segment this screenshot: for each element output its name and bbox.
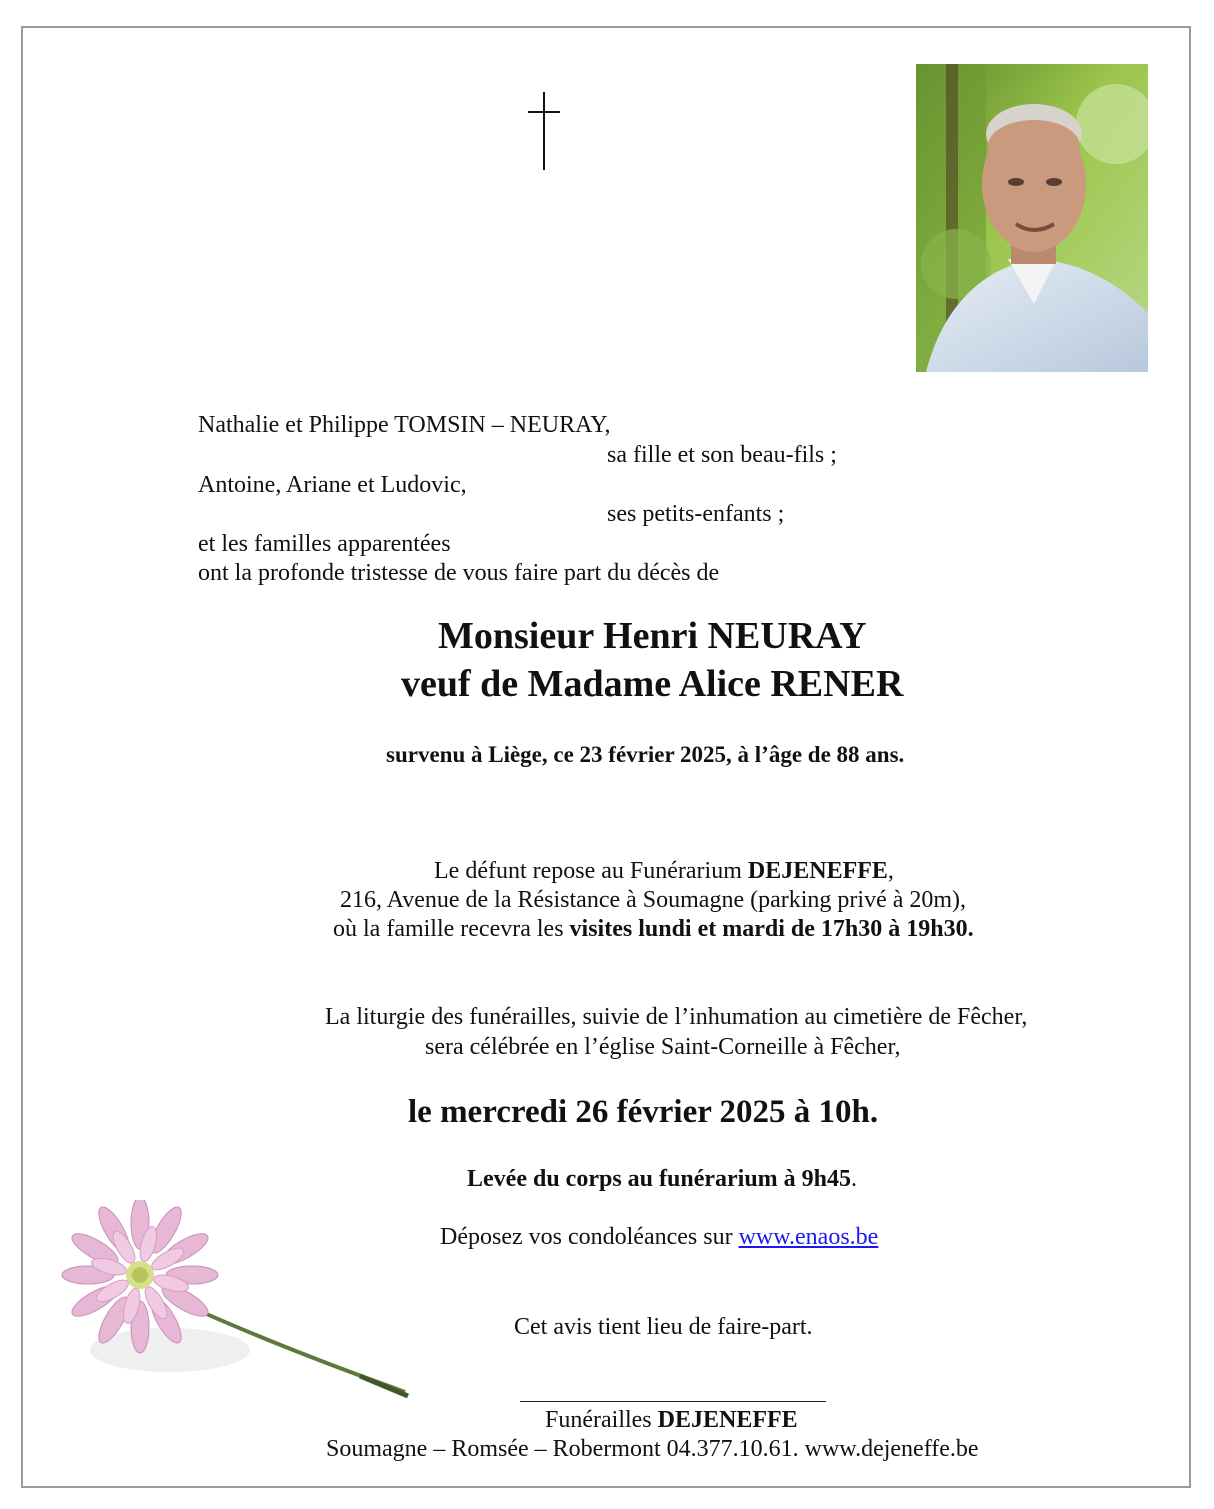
families-line: et les familles apparentées	[198, 531, 451, 557]
visitation-hours: visites lundi et mardi de 17h30 à 19h30.	[569, 916, 974, 942]
levee-line	[467, 1165, 857, 1193]
funeral-home-name: DEJENEFFE	[747, 858, 888, 884]
visitation-line-1	[434, 857, 894, 885]
cross-icon	[526, 92, 562, 170]
pink-flower-image	[60, 1200, 420, 1430]
funeral-liturgy-line: La liturgie des funérailles, suivie de l’inhumation au cimetière de Fêcher,	[325, 1004, 1028, 1030]
levee-text: Levée du corps au funérarium à 9h45	[467, 1166, 851, 1192]
family-daughter-name: Nathalie et Philippe TOMSIN – NEURAY,	[198, 412, 611, 438]
family-daughter-relation: sa fille et son beau-fils ;	[607, 442, 837, 468]
funeral-date: le mercredi 26 février 2025 à 10h.	[408, 1094, 879, 1130]
visitation-line-1-suffix: ,	[887, 858, 894, 884]
portrait-photo	[916, 64, 1148, 372]
deceased-name: Monsieur Henri NEURAY	[438, 615, 867, 657]
widower-of: veuf de Madame Alice RENER	[401, 663, 904, 705]
visitation-address: 216, Avenue de la Résistance à Soumagne (parking privé à 20m),	[340, 887, 967, 913]
footer-contact: Soumagne – Romsée – Robermont 04.377.10.61. www.dejeneffe.be	[326, 1436, 979, 1462]
funeral-church-line: sera célébrée en l’église Saint-Corneille à Fêcher,	[425, 1034, 901, 1060]
announcement-line: ont la profonde tristesse de vous faire part du décès de	[198, 560, 720, 586]
footer-company-prefix: Funérailles	[545, 1407, 658, 1433]
levee-suffix: .	[851, 1166, 857, 1192]
condolences-link[interactable]: www.enaos.be	[738, 1224, 879, 1250]
faire-part-line: Cet avis tient lieu de faire-part.	[514, 1314, 813, 1340]
condolences-line	[440, 1223, 878, 1251]
visitation-line-3	[333, 915, 974, 943]
family-grandchildren-relation: ses petits-enfants ;	[607, 501, 785, 527]
visitation-line-1-text: Le défunt repose au Funérarium	[434, 858, 748, 884]
footer-separator	[520, 1401, 826, 1402]
footer-company	[545, 1406, 798, 1434]
visitation-line-3-text: où la famille recevra les	[333, 916, 570, 942]
condolences-text: Déposez vos condoléances sur	[440, 1224, 739, 1250]
death-details: survenu à Liège, ce 23 février 2025, à l’âge de 88 ans.	[386, 742, 905, 767]
family-grandchildren-names: Antoine, Ariane et Ludovic,	[198, 472, 467, 498]
footer-company-name: DEJENEFFE	[657, 1407, 798, 1433]
